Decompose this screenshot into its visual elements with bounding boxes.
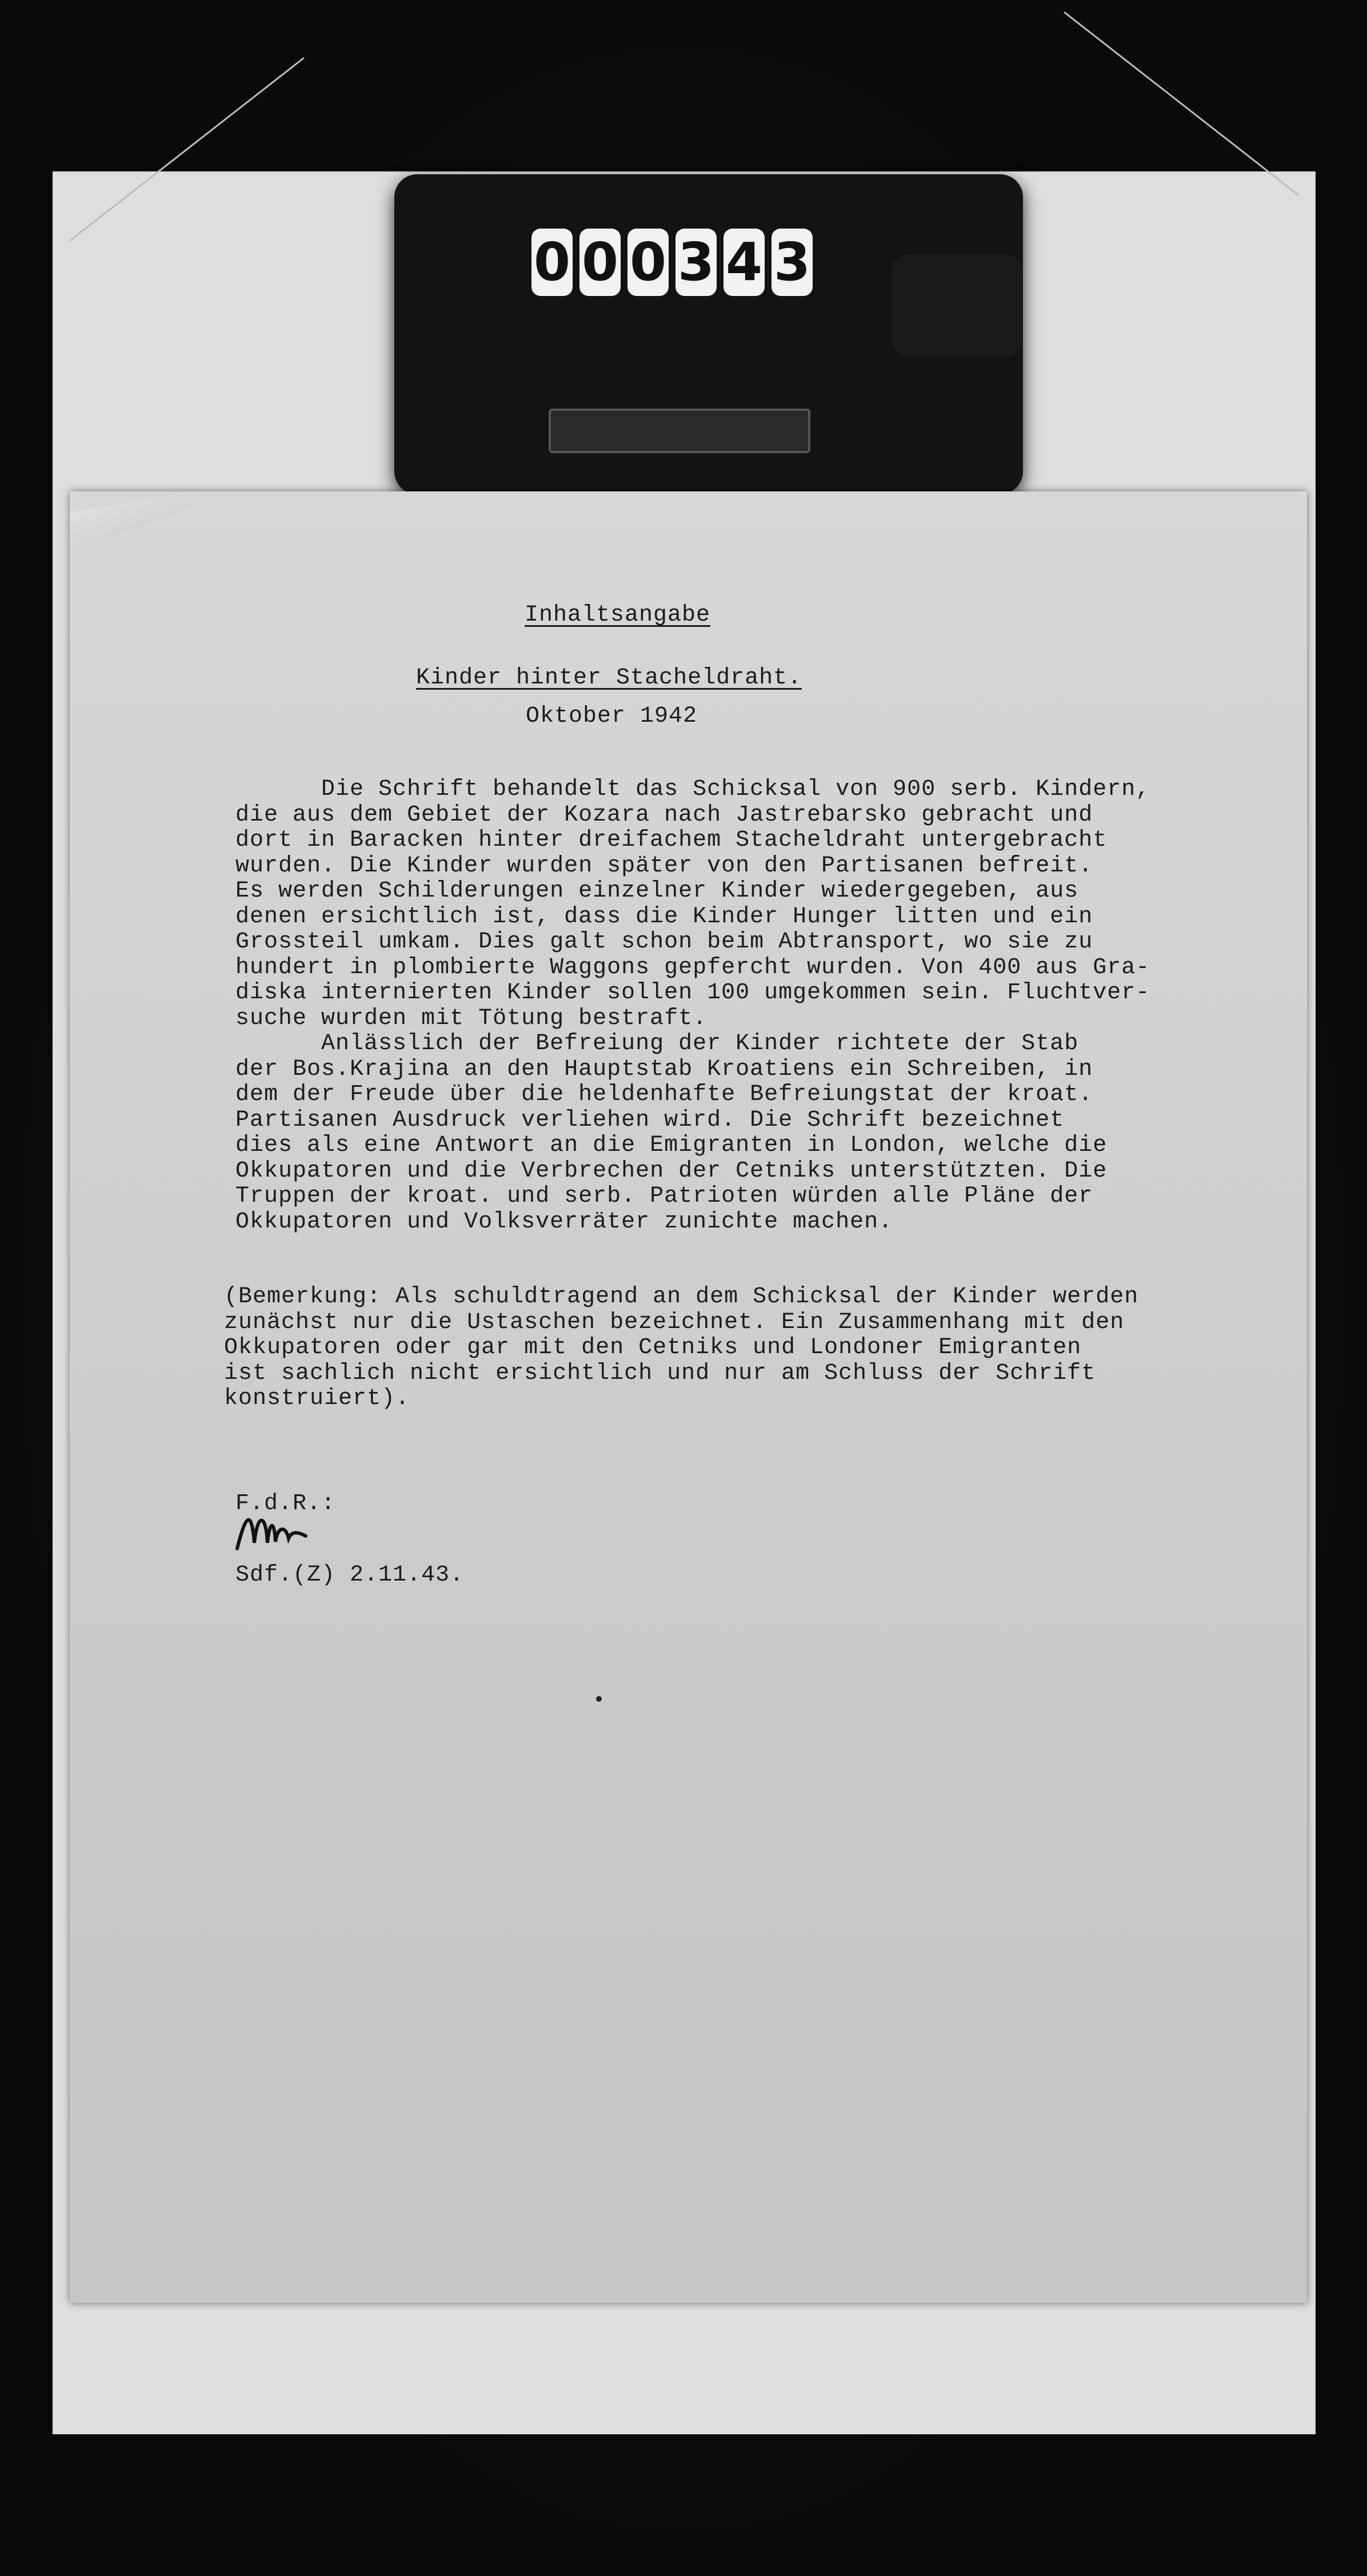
counter-digit: 0 (579, 229, 621, 296)
counter-digit: 3 (772, 229, 813, 296)
frame-counter (531, 229, 813, 303)
text-line: suche wurden mit Tötung bestraft. (235, 1005, 708, 1031)
text-line: die aus dem Gebiet der Kozara nach Jastrebarsko gebracht und (235, 802, 1093, 828)
document-title: Kinder hinter Stacheldraht. (416, 665, 802, 691)
document-date: Oktober 1942 (526, 703, 698, 729)
counter-knob (892, 254, 1023, 357)
counter-digit: 3 (675, 229, 717, 296)
text-line: ist sachlich nicht ersichtlich und nur am Schluss der Schrift (224, 1360, 1096, 1386)
text-line: Es werden Schilderungen einzelner Kinder wiedergegeben, aus (235, 878, 1079, 904)
handwritten-signature (234, 1503, 309, 1554)
text-line: Grossteil umkam. Dies galt schon beim Abtransport, wo sie zu (235, 929, 1093, 955)
text-line: Okkupatoren und Volksverräter zunichte machen. (235, 1209, 893, 1235)
text-line: hundert in plombierte Waggons gepfercht wurden. Von 400 aus Gra- (235, 954, 1150, 981)
signature-line: Sdf.(Z) 2.11.43. (235, 1562, 465, 1588)
counter-digit: 0 (531, 229, 573, 296)
text-line: Truppen der kroat. und serb. Patrioten würden alle Pläne der (235, 1183, 1093, 1209)
text-line: (Bemerkung: Als schuldtragend an dem Schicksal der Kinder werden (224, 1284, 1139, 1310)
counter-slot (549, 409, 810, 453)
text-line: dort in Baracken hinter dreifachem Stacheldraht untergebracht (235, 827, 1108, 853)
text-line: konstruiert). (224, 1386, 410, 1411)
text-line: zunächst nur die Ustaschen bezeichnet. Ein Zusammenhang mit den (224, 1309, 1125, 1335)
text-line: Okkupatoren oder gar mit den Cetniks und Londoner Emigranten (224, 1335, 1082, 1361)
text-line: Partisanen Ausdruck verliehen wird. Die Schrift bezeichnet (235, 1107, 1065, 1133)
text-line: dem der Freude über die heldenhafte Befreiungstat der kroat. (235, 1082, 1093, 1107)
counter-digit: 0 (627, 229, 669, 296)
text-line: der Bos.Krajina an den Hauptstab Kroatiens ein Schreiben, in (235, 1056, 1093, 1082)
text-line: denen ersichtlich ist, dass die Kinder Hunger litten und ein (235, 903, 1093, 930)
text-line: Die Schrift behandelt das Schicksal von 900 serb. Kindern, (235, 777, 1150, 802)
paper-speck (596, 1696, 602, 1702)
text-line: dies als eine Antwort an die Emigranten in London, welche die (235, 1133, 1108, 1158)
text-line: wurden. Die Kinder wurden später von den Partisanen befreit. (235, 853, 1093, 879)
text-line: Anlässlich der Befreiung der Kinder richtete der Stab (235, 1031, 1079, 1057)
fdr-label: F.d.R.: (235, 1491, 336, 1517)
document-heading: Inhaltsangabe (525, 602, 711, 628)
text-line: Okkupatoren und die Verbrechen der Cetniks unterstützten. Die (235, 1158, 1108, 1184)
counter-digit: 4 (724, 229, 765, 296)
text-line: diska internierten Kinder sollen 100 umgekommen sein. Fluchtver- (235, 980, 1150, 1006)
